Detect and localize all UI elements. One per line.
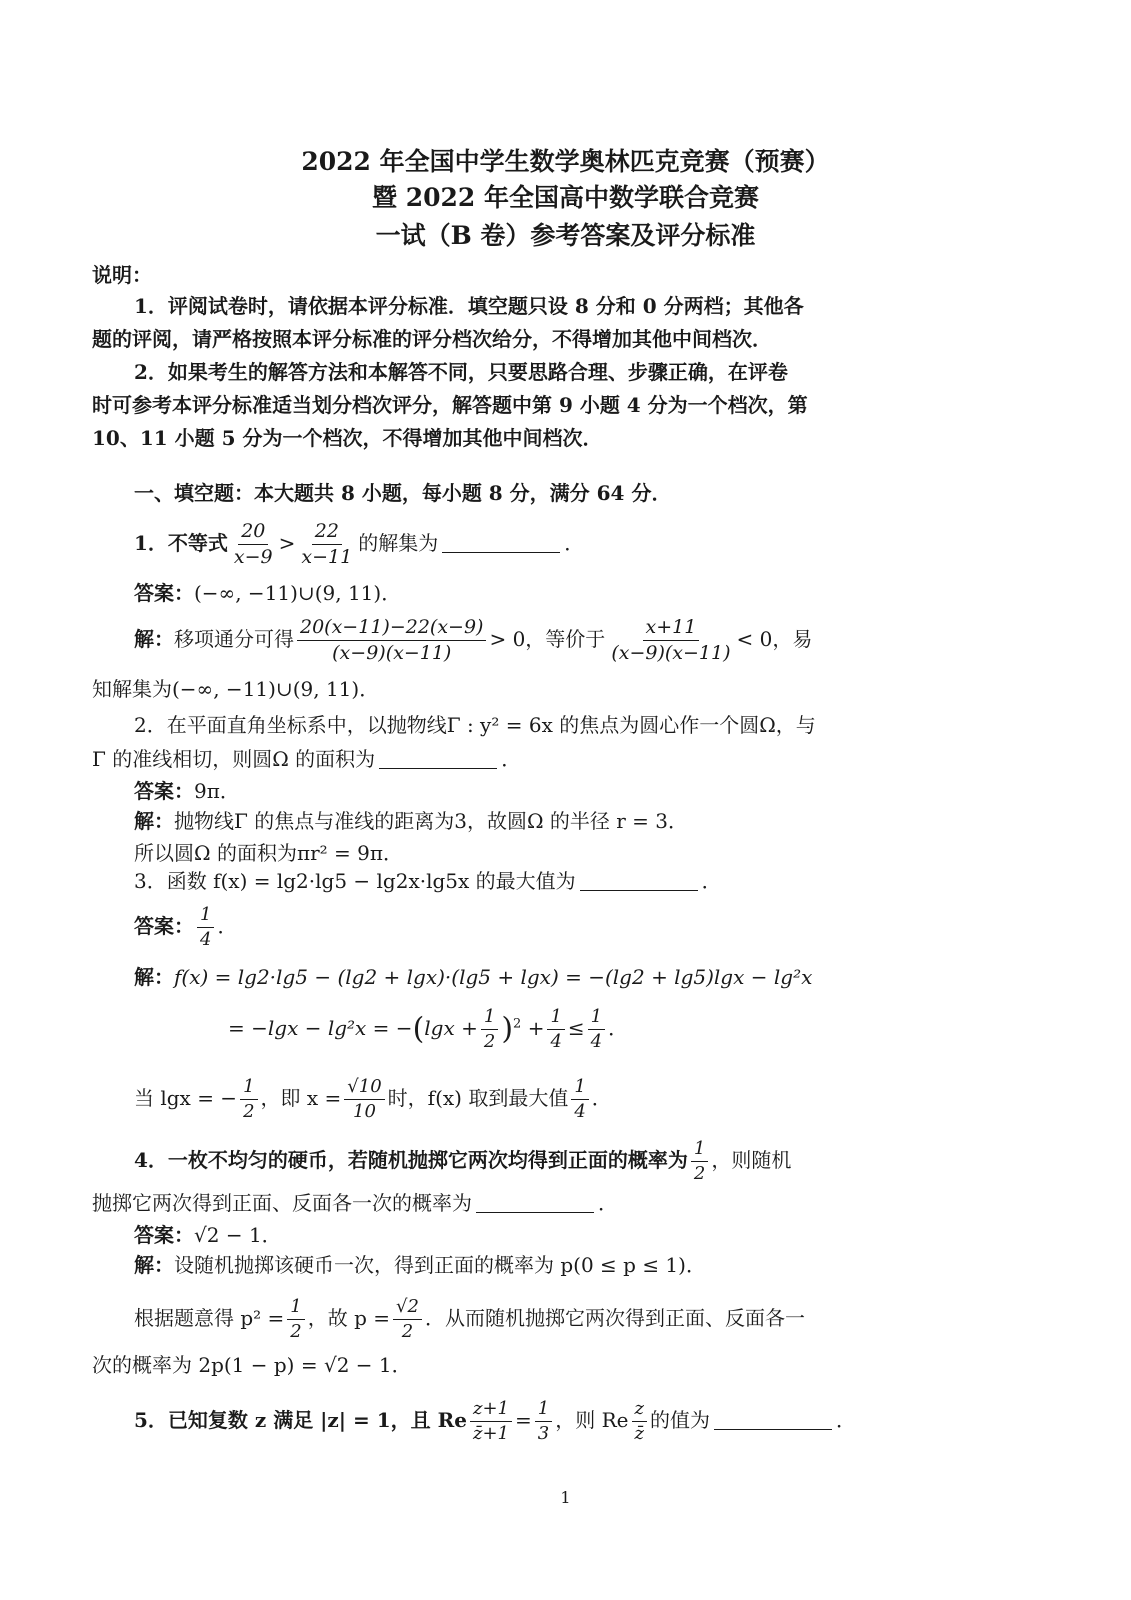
title-line-3: 一试（B 卷）参考答案及评分标准 [375,221,756,250]
solution-1-line-2: 知解集为(−∞, −11)∪(9, 11)． [92,677,380,701]
solution-3-line-2: = −lgx − lg²x = −(lgx + $\frac{1}{2}$ )$^2$ + $\frac{1}{4}$ ≤ $\frac{1}{4}$ ． [228,1006,629,1052]
question-3: 3．函数 f(x) = lg2·lg5 − lg2x·lg5x 的最大值为 ． [134,869,722,893]
solution-1-line-1 [134,618,812,663]
denominator: 10 [353,1101,376,1122]
question-3-text: 3．函数 f(x) = lg2·lg5 − lg2x·lg5x 的最大值为 [134,869,576,893]
fraction [470,1400,512,1443]
numerator: z+1 [470,1400,512,1422]
section-heading: 一、填空题：本大题共 8 小题，每小题 8 分，满分 64 分． [134,481,672,505]
solution-label: 解： [134,1253,174,1277]
denominator: 3 [537,1423,550,1444]
numerator: 1 [535,1400,552,1422]
numerator: 1 [691,1140,708,1162]
note-2-line-3: 10、11 小题 5 分为一个档次，不得增加其他中间档次． [92,426,603,450]
denominator: z̄+1 [472,1423,510,1444]
answer-value: √2 − 1． [194,1223,282,1247]
fraction [298,522,355,567]
fraction [632,1400,647,1443]
denominator: 2 [243,1101,255,1122]
solution-text: ．从而随机抛掷它两次得到正面、反面各一 [424,1306,805,1330]
numerator: z [632,1400,647,1422]
solution-3-line-1 [134,964,812,990]
numerator: 1 [571,1078,588,1100]
denominator: 2 [290,1321,302,1342]
question-2-line-1 [134,712,816,738]
operator: = [515,1408,532,1432]
answer-value: 9π． [194,779,240,803]
solution-text: < 0，易 [736,627,813,651]
answer-blank [476,1194,594,1213]
numerator: 1 [588,1008,605,1030]
numerator: 1 [547,1008,564,1030]
question-1: 1．不等式 $\frac{20}{x-9}$ > $\frac{22}{x-11}$ 的解集为 ． [134,520,585,568]
operator: + [527,1016,545,1040]
note-2-line-1: 2．如果考生的解答方法和本解答不同，只要思路合理、步骤正确，在评卷 [134,360,788,384]
numerator: 22 [312,522,342,545]
solution-formula: lgx + [424,1016,478,1040]
numerator: 1 [240,1078,257,1100]
question-2-text: 2．在平面直角坐标系中，以抛物线Γ : y² = 6x 的焦点为圆心作一个圆Ω，与 [134,713,816,737]
denominator: 4 [200,929,212,950]
question-5-text: 的值为 [649,1408,710,1432]
question-5-text: 5．已知复数 z 满足 |z| = 1，且 Re [134,1408,467,1432]
question-4-text: 抛掷它两次得到正面、反面各一次的概率为 [92,1191,472,1215]
numerator: x+11 [643,618,700,641]
denominator: x−9 [233,546,273,568]
answer-4 [134,1222,282,1248]
question-4-line-2: 抛掷它两次得到正面、反面各一次的概率为 ． [92,1191,618,1215]
numerator: 20 [238,522,268,545]
answer-label: 答案： [134,779,194,803]
fraction [287,1298,304,1341]
denominator: (x−9)(x−11) [332,642,452,664]
solution-4-line-1 [134,1252,706,1278]
answer-2 [134,778,240,804]
numerator: √10 [344,1078,384,1100]
fraction [608,618,733,663]
denominator: 4 [550,1031,562,1052]
question-4-text: 4．一枚不均匀的硬币，若随机抛掷它两次均得到正面的概率为 [134,1148,688,1172]
note-2-line-2: 时可参考本评分标准适当划分档次评分，解答题中第 9 小题 4 分为一个档次，第 [92,393,808,417]
question-5: 5．已知复数 z 满足 |z| = 1，且 Re $\frac{z+1}{z̄+1}$ = $\frac{1}{3}$ ，则 Re $\frac{z}{z̄}$ 的值为 ． [134,1398,856,1444]
operator: > [278,531,296,555]
answer-value: (−∞, −11)∪(9, 11)． [194,581,402,605]
solution-3-line-3: 当 lgx = − $\frac{1}{2}$ ，即 x = $\frac{√10}{10}$ 时，f(x) 取到最大值 $\frac{1}{4}$ ． [134,1076,612,1122]
answer-3: 答案： $\frac{1}{4}$ ． [134,904,238,950]
numerator: 1 [287,1298,304,1320]
solution-formula: = −lgx − lg²x = − [228,1016,413,1040]
question-5-text: ，则 Re [555,1408,629,1432]
solution-text: 抛物线Γ 的焦点与准线的距离为3，故圆Ω 的半径 r = 3． [174,809,689,833]
numerator: 1 [481,1008,498,1030]
answer-blank [442,534,560,553]
solution-4-line-2 [134,1298,805,1341]
denominator: 2 [401,1321,414,1342]
page-number: 1 [560,1488,571,1507]
answer-label: 答案： [134,1223,194,1247]
denominator: 4 [590,1031,603,1052]
fraction [535,1400,552,1443]
question-4-text: ，则随机 [711,1148,792,1172]
denominator: x−11 [301,546,353,568]
denominator: (x−9)(x−11) [611,642,731,664]
fraction [588,1008,605,1051]
note-1-line-2: 题的评阅，请严格按照本评分标准的评分档次给分，不得增加其他中间档次． [92,327,772,351]
question-2-line-2: Γ 的准线相切，则圆Ω 的面积为 ． [92,747,522,771]
title-line-2: 暨 2022 年全国高中数学联合竞赛 [372,183,759,212]
operator: ≤ [567,1016,585,1040]
exponent: 2 [513,1016,522,1032]
solution-text: 移项通分可得 [174,627,294,651]
question-4-line-1 [134,1140,791,1183]
question-1-text: 1．不等式 [134,531,228,555]
fraction [197,906,214,949]
denominator: 2 [693,1163,706,1184]
right-paren: ) [501,1011,514,1047]
answer-blank [379,750,497,769]
question-2-text: Γ 的准线相切，则圆Ω 的面积为 [92,747,376,771]
fraction [231,522,276,567]
fraction [297,618,486,663]
solution-4-line-3: 次的概率为 2p(1 − p) = √2 − 1． [92,1353,412,1377]
solution-label: 解： [134,627,174,651]
numerator: √2 [393,1298,422,1320]
note-1-line-1: 1．评阅试卷时，请依据本评分标准．填空题只设 8 分和 0 分两档；其他各 [134,294,804,318]
fraction [393,1298,422,1341]
numerator: 1 [197,906,214,928]
numerator: 20(x−11)−22(x−9) [297,618,486,641]
solution-text: > 0，等价于 [489,627,606,651]
solution-text: 时，f(x) 取到最大值 [387,1086,569,1110]
solution-label: 解： [134,809,174,833]
denominator: 4 [574,1101,586,1122]
solution-text: 根据题意得 p² = [134,1306,285,1330]
solution-text: 设随机抛掷该硬币一次，得到正面的概率为 p(0 ≤ p ≤ 1)． [174,1253,706,1277]
solution-2-line-2: 所以圆Ω 的面积为πr² = 9π． [134,841,404,865]
fraction [240,1078,257,1121]
answer-blank [714,1411,832,1430]
solution-text: 当 lgx = − [134,1086,238,1110]
answer-1 [134,580,401,606]
fraction [481,1008,498,1051]
solution-label: 解： [134,965,174,989]
answer-blank [580,872,698,891]
answer-label: 答案： [134,581,194,605]
fraction [571,1078,588,1121]
notes-heading: 说明： [92,263,152,287]
solution-2-line-1 [134,808,688,834]
answer-label: 答案： [134,914,194,938]
denominator: z̄ [634,1423,644,1444]
fraction [691,1140,708,1183]
question-1-tail: 的解集为 [358,531,439,555]
solution-text: ，故 p = [307,1306,391,1330]
denominator: 2 [483,1031,496,1052]
solution-formula: f(x) = lg2·lg5 − (lg2 + lgx)·(lg5 + lgx) = −(lg2 + lg5)lgx − lg²x [174,965,813,989]
solution-text: ，即 x = [260,1086,342,1110]
title-line-1: 2022 年全国中学生数学奥林匹克竞赛（预赛） [301,147,830,176]
fraction [344,1078,384,1121]
left-paren: ( [412,1011,425,1047]
fraction [547,1008,564,1051]
